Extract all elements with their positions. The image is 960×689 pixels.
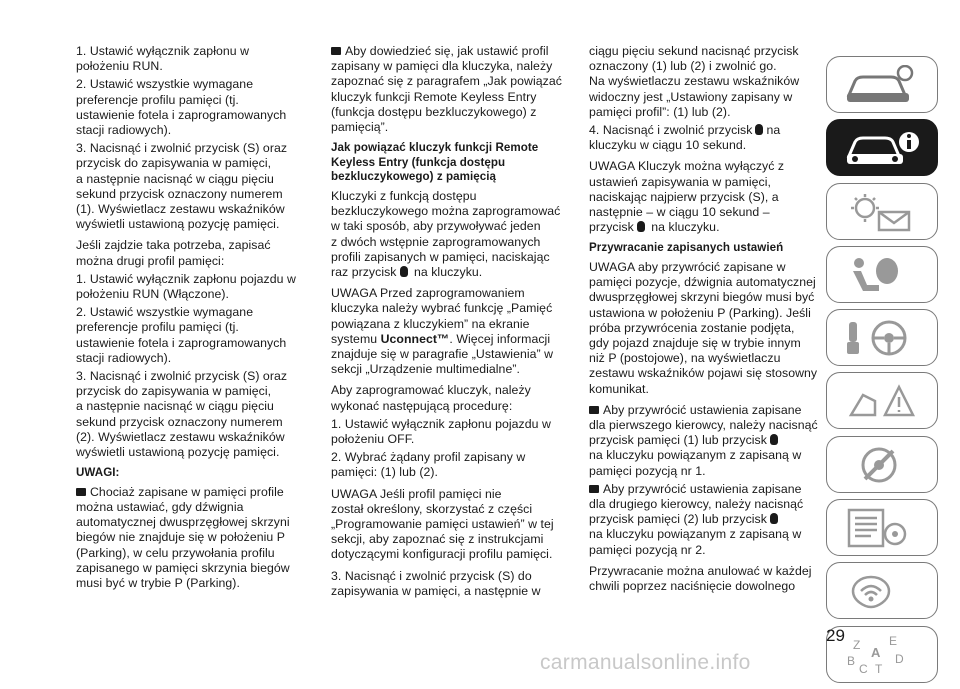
left-column	[76, 44, 302, 594]
right-column	[589, 44, 819, 597]
section-heading: Jak powiązać kluczyk funkcji Remote Keyless Entry (funkcja dostępu bezkluczykowego) z pamięcią	[331, 141, 539, 184]
continuation-paragraph: ciągu pięciu sekund nacisnąć przycisk oznaczony (1) lub (2) i zwolnić go. Na wyświetlaczu zestawu wskaźników widoczny jest „Ustawiony zapisany w pamięci profil”: (1) lub (2).	[589, 44, 800, 119]
tab-dashboard[interactable]	[826, 56, 938, 113]
breakdown-warning-icon	[845, 381, 921, 421]
middle-column	[331, 44, 563, 602]
index-letter: T	[875, 661, 883, 675]
note-bullet-icon	[331, 47, 341, 55]
tab-multimedia[interactable]	[826, 562, 938, 619]
tab-lights-messages[interactable]	[826, 183, 938, 240]
step-2: 2. Wybrać żądany profil zapisany w pamięci: (1) lub (2).	[331, 450, 526, 480]
index-letter: B	[847, 653, 856, 668]
index-letter: C	[859, 661, 868, 675]
key-fob-icon	[770, 513, 778, 524]
tab-service[interactable]	[826, 436, 938, 493]
note-driver-1: Aby przywrócić ustawienia zapisane dla pierwszego kierowcy, należy nacisnąć przycisk pamięci (1) lub przycisk na kluczyku powiązanym z zapisaną w pamięci pozycją nr 1.	[589, 402, 818, 478]
key-fob-icon	[637, 221, 645, 232]
tab-emergency[interactable]	[826, 372, 938, 429]
maintenance-tools-icon	[845, 445, 921, 485]
step-2: 2. Ustawić wszystkie wymagane preferencje profilu pamięci (tj. ustawienie fotela i zaprogramowanych stacji radiowych).	[76, 77, 287, 138]
chapter-tabs	[826, 56, 938, 689]
note-bullet-icon	[589, 485, 599, 493]
car-dashboard-icon	[845, 65, 921, 105]
watermark: carmanualsonline.info	[540, 651, 751, 674]
uwaga-disable: UWAGA Kluczyk można wyłączyć z ustawień zapisywania w pamięci, naciskając najpierw przycisk (S), a następnie – w ciągu 10 sekund – przycisk na kluczyku.	[589, 159, 785, 235]
key-fob-icon	[770, 434, 778, 445]
lights-message-icon	[845, 192, 921, 232]
tab-car-info[interactable]	[826, 119, 938, 176]
car-info-icon	[845, 128, 921, 168]
key-fob-icon	[400, 266, 408, 277]
note-driver-2: Aby przywrócić ustawienia zapisane dla drugiego kierowcy, należy nacisnąć przycisk pamięci (2) lub przycisk na kluczyku powiązanym z zapisaną w pamięci pozycją nr 2.	[589, 481, 804, 557]
step-1: 1. Ustawić wyłącznik zapłonu pojazdu w położeniu OFF.	[331, 416, 551, 447]
page-number: 29	[826, 626, 845, 645]
step-4: 4. Nacisnąć i zwolnić przycisk na kluczyku w ciągu 10 sekund.	[589, 123, 781, 153]
procedure-intro: Aby zaprogramować kluczyk, należy wykonać następującą procedurę:	[331, 383, 531, 413]
tab-technical-data[interactable]	[826, 499, 938, 556]
uwaga-recall: UWAGA aby przywrócić zapisane w pamięci pozycje, dźwignia automatycznej dwusprzęgłowej skrzyni biegów musi być ustawiona w położeniu P (Parking). Jeśli próba przywrócenia zostanie podjęta, gdy pojazd znajduje się w trybie innym niż P (postojowe), na wyświetlaczu zestawu wskaźników pojawi się stosowny komunikat.	[589, 260, 818, 396]
uwaga-paragraph: UWAGA Przed zaprogramowaniem kluczyka należy wybrać funkcję „Pamięć powiązana z kluczykiem” na ekranie systemu Uconnect™. Więcej informacji znajduje się w paragrafie „Ustawienia” w sekcji „Urządzenie multimedialne”.	[331, 286, 554, 377]
index-letter: Z	[853, 637, 861, 652]
key-fob-icon	[755, 124, 763, 135]
tab-safety[interactable]	[826, 246, 938, 303]
index-letter: A	[871, 644, 881, 660]
airbag-seat-icon	[845, 255, 921, 295]
index-letter: E	[889, 634, 898, 648]
uwaga-profile: UWAGA Jeśli profil pamięci nie został określony, skorzystać z części „Programowanie pamięci ustawień” w tej sekcji, aby zapoznać się z instrukcjami dotyczącymi konfiguracji profilu pamięci.	[331, 486, 554, 562]
step-1: 1. Ustawić wyłącznik zapłonu w położeniu RUN.	[76, 44, 250, 74]
second-profile-intro: Jeśli zajdzie taka potrzeba, zapisać można drugi profil pamięci:	[76, 238, 271, 268]
notes-heading: UWAGI:	[76, 466, 120, 480]
multimedia-icon	[845, 571, 921, 611]
cancel-paragraph: Przywracanie można anulować w każdej chwili poprzez naciśnięcie dowolnego	[589, 563, 812, 594]
step-3b: 3. Nacisnąć i zwolnić przycisk (S) oraz przycisk do zapisywania w pamięci, a następnie nacisnąć w ciągu pięciu sekund przycisk oznaczony numerem (2). Wyświetlacz zestawu wskaźników wyświetli ustawioną pozycję pamięci.	[76, 369, 288, 460]
technical-data-icon	[845, 508, 921, 548]
note-paragraph: Chociaż zapisane w pamięci profile można ustawiać, gdy dźwignia automatycznej dwusprzęgłowej skrzyni biegów nie znajduje się w położeniu P (Parking), w celu przywołania profilu zapisanego w pamięci skrzynia biegów musi być w trybie P (Parking).	[76, 484, 290, 591]
tab-starting-driving[interactable]	[826, 309, 938, 366]
step-2b: 2. Ustawić wszystkie wymagane preferencje profilu pamięci (tj. ustawienie fotela i zaprogramowanych stacji radiowych).	[76, 305, 287, 365]
note-bullet-icon	[76, 488, 86, 496]
step-3: 3. Nacisnąć i zwolnić przycisk (S) oraz przycisk do zapisywania w pamięci, a następnie nacisnąć w ciągu pięciu sekund przycisk oznaczony numerem (1). Wyświetlacz zestawu wskaźników wyświetli ustawioną pozycję pamięci.	[76, 141, 288, 232]
intro-paragraph: Kluczyki z funkcją dostępu bezkluczykowego można zaprogramować w taki sposób, aby przywoływać jeden z dwóch wstępnie zaprogramowanych profili zapisanych w pamięci, naciskając raz przycisk na kluczyku.	[331, 189, 561, 280]
alphabetical-index-icon	[845, 635, 921, 675]
step-3: 3. Nacisnąć i zwolnić przycisk (S) do zapisywania w pamięci, a następnie w	[331, 568, 541, 598]
note-bullet-icon	[589, 406, 599, 414]
step-1b: 1. Ustawić wyłącznik zapłonu pojazdu w położeniu RUN (Włączone).	[76, 271, 296, 302]
note-paragraph: Aby dowiedzieć się, jak ustawić profil zapisany w pamięci dla kluczyka, należy zapoznać się z paragrafem „Jak powiązać kluczyk funkcji Remote Keyless Entry (funkcja dostępu bezkluczykowego) z pamięcią”.	[331, 44, 562, 135]
index-letter: D	[895, 651, 904, 666]
steering-tools-icon	[845, 318, 921, 358]
section-heading: Przywracanie zapisanych ustawień	[589, 241, 784, 255]
